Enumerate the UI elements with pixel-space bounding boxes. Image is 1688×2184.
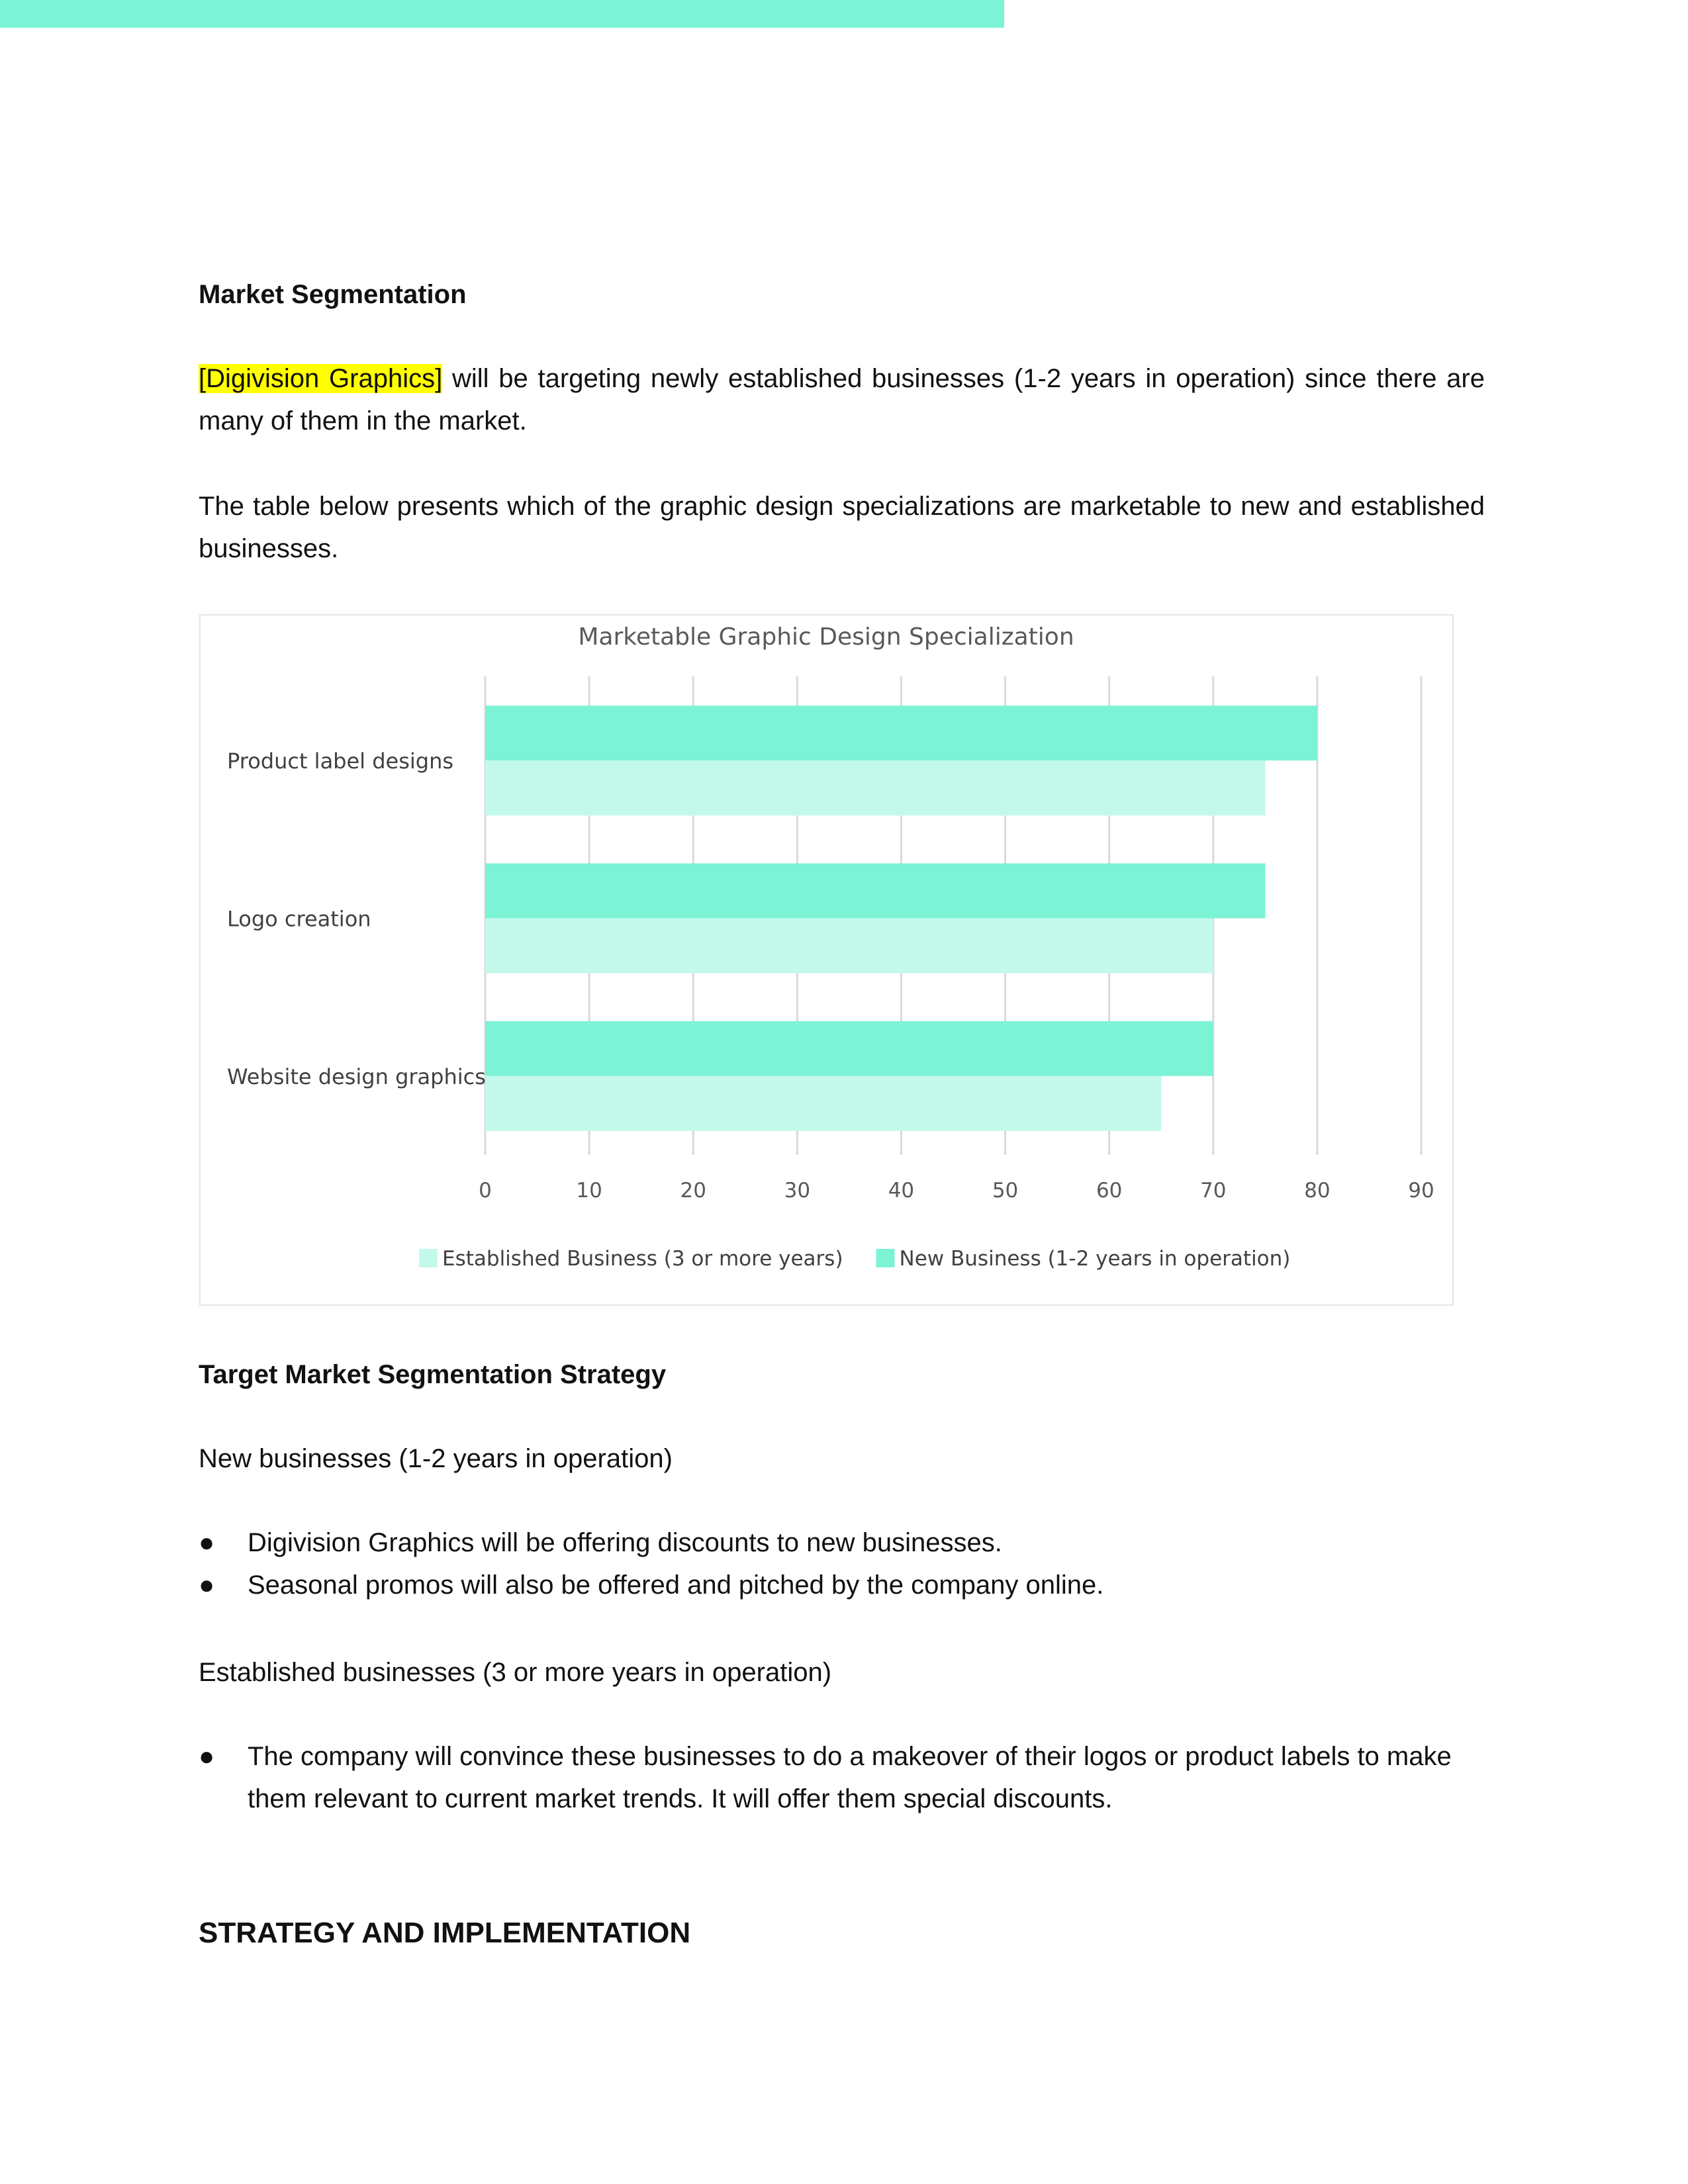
bar <box>485 1021 1213 1076</box>
list-item-text: Digivision Graphics will be offering discounts to new businesses. <box>248 1528 1002 1557</box>
heading-market-segmentation: Market Segmentation <box>199 280 467 309</box>
x-tick-label: 10 <box>576 1179 602 1203</box>
paragraph-targeting-text: will be targeting newly established businesses (1-2 years in operation) since there are many of them in the market. <box>199 364 1485 435</box>
x-tick-label: 30 <box>784 1179 811 1203</box>
legend-label: Established Business (3 or more years) <box>442 1247 843 1271</box>
paragraph-targeting <box>199 357 1485 442</box>
established-businesses-label: Established businesses (3 or more years in operation) <box>199 1658 832 1687</box>
category-label: Product label designs <box>227 749 454 774</box>
x-tick-label: 20 <box>680 1179 706 1203</box>
list-item <box>199 1735 1485 1820</box>
established-businesses-list <box>199 1735 1485 1820</box>
legend-swatch <box>419 1249 438 1267</box>
bar <box>485 864 1265 919</box>
header-accent-bar <box>0 0 1004 28</box>
list-item <box>199 1522 1485 1564</box>
chart-container <box>199 614 1454 1306</box>
section-title-strategy: STRATEGY AND IMPLEMENTATION <box>199 1917 691 1949</box>
list-item-text: The company will convince these businesses to do a makeover of their logos or product labels to make them relevant to current market trends. It will offer them special discounts. <box>248 1742 1452 1813</box>
x-tick-label: 70 <box>1200 1179 1227 1203</box>
new-businesses-label: New businesses (1-2 years in operation) <box>199 1444 673 1473</box>
bar <box>485 1076 1161 1131</box>
category-label: Website design graphics <box>227 1064 486 1089</box>
chart-title: Marketable Graphic Design Specialization <box>578 623 1074 651</box>
bullet-icon: ● <box>199 1570 215 1600</box>
category-label: Logo creation <box>227 906 371 932</box>
x-tick-label: 90 <box>1408 1179 1434 1203</box>
bullet-icon: ● <box>199 1742 215 1771</box>
x-tick-label: 80 <box>1304 1179 1331 1203</box>
bar-chart <box>201 615 1452 1304</box>
bar <box>485 705 1317 760</box>
x-tick-label: 50 <box>992 1179 1019 1203</box>
x-tick-label: 60 <box>1096 1179 1123 1203</box>
legend-label: New Business (1-2 years in operation) <box>899 1247 1291 1271</box>
new-businesses-list <box>199 1522 1485 1606</box>
legend-swatch <box>876 1249 895 1267</box>
list-item <box>199 1564 1485 1606</box>
heading-target-strategy: Target Market Segmentation Strategy <box>199 1360 667 1389</box>
bar <box>485 760 1265 815</box>
paragraph-table-intro: The table below presents which of the graphic design specializations are marketable to new and established businesses. <box>199 492 1485 563</box>
x-tick-label: 40 <box>888 1179 915 1203</box>
bullet-icon: ● <box>199 1528 215 1557</box>
x-tick-label: 0 <box>479 1179 492 1203</box>
bar <box>485 919 1213 974</box>
company-name-highlight: [Digivision Graphics] <box>199 364 443 393</box>
list-item-text: Seasonal promos will also be offered and pitched by the company online. <box>248 1570 1104 1600</box>
